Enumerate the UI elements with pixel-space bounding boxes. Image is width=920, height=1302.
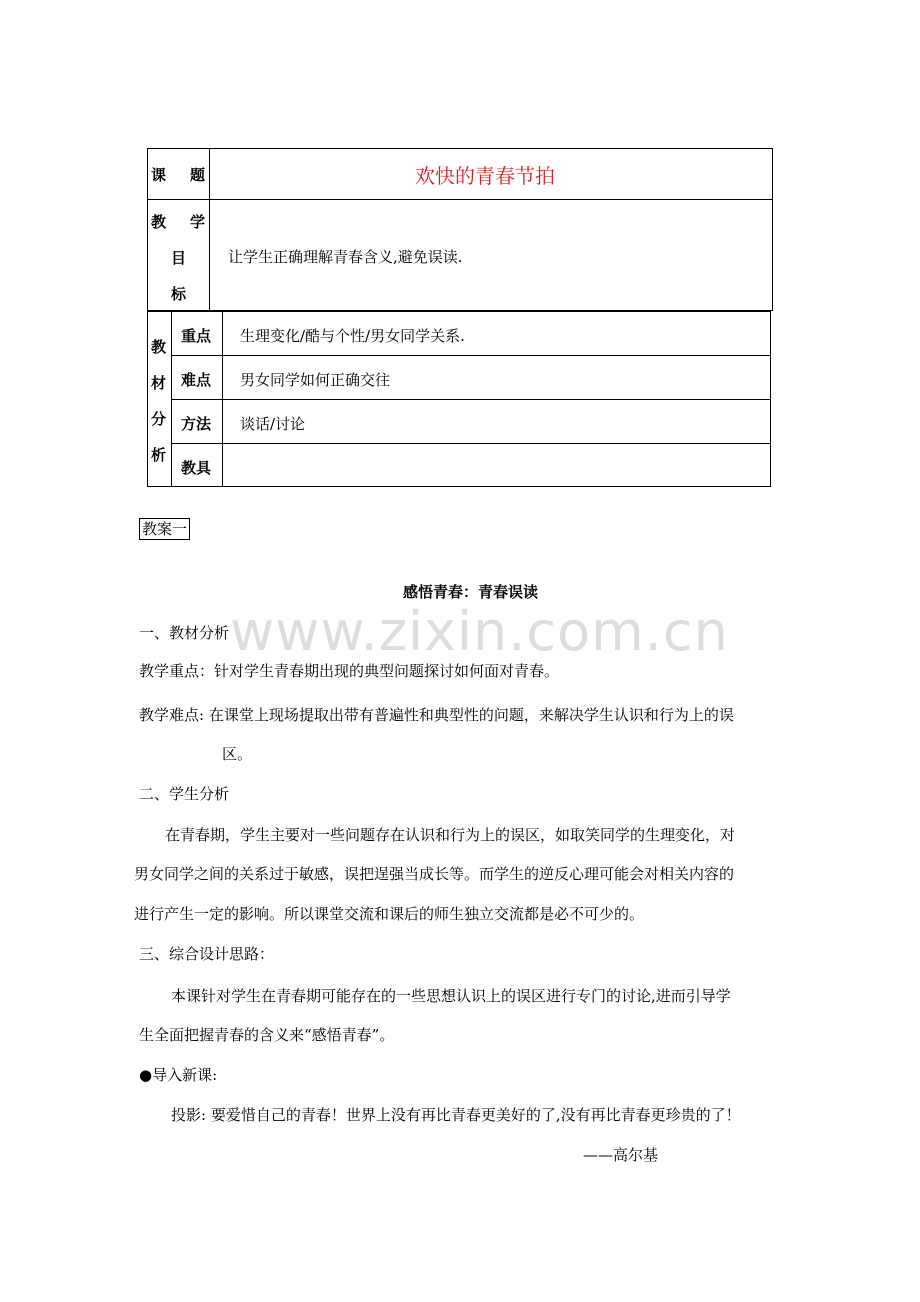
projection-quote: 投影: 要爱惜自己的青春！世界上没有再比青春更美好的了,没有再比青春更珍贵的了！ (171, 1106, 741, 1124)
row4-label: 教具 (181, 459, 212, 477)
quote-author: ——高尔基 (583, 1146, 659, 1164)
teaching-difficulty-line1: 教学难点: 在课堂上现场提取出带有普遍性和典型性的问题，来解决学生认识和行为上的误 (139, 706, 734, 724)
student-analysis-line2: 男女同学之间的关系过于敏感，误把逞强当成长等。而学生的逆反心理可能会对相关内容的 (134, 865, 735, 883)
goal-label-2: 学 (190, 213, 206, 231)
analysis-label-3: 分 (151, 410, 167, 428)
analysis-label-4: 析 (151, 446, 167, 464)
watermark: www.zixin.com.cn (230, 600, 729, 663)
lesson-topic-title: 欢快的青春节拍 (415, 164, 555, 188)
goal-label-4: 标 (171, 285, 187, 303)
row2-label: 难点 (181, 371, 212, 389)
teaching-difficulty-line2: 区。 (222, 745, 253, 763)
section3-heading: 三、综合设计思路： (139, 945, 275, 963)
student-analysis-line1: 在青春期，学生主要对一些问题存在认识和行为上的误区，如取笑同学的生理变化，对 (165, 826, 736, 844)
topic-label-b: 题 (190, 166, 206, 184)
analysis-label-1: 教 (151, 338, 167, 356)
goal-label-3: 目 (171, 249, 187, 267)
teaching-focus: 教学重点：针对学生青春期出现的典型问题探讨如何面对青春。 (139, 662, 560, 680)
student-analysis-line3: 进行产生一定的影响。所以课堂交流和课后的师生独立交流都是必不可少的。 (134, 905, 645, 923)
design-line2: 生全面把握青春的含义来“感悟青春”。 (139, 1026, 395, 1044)
section1-heading: 一、教材分析 (139, 624, 230, 642)
row4-value-cell (222, 443, 771, 487)
row1-label: 重点 (181, 327, 212, 345)
row3-value: 谈话/讨论 (240, 415, 306, 433)
section2-heading: 二、学生分析 (139, 785, 230, 803)
analysis-label-2: 材 (151, 374, 167, 392)
row3-label: 方法 (181, 415, 212, 433)
teaching-goal-text: 让学生正确理解青春含义,避免误读. (228, 248, 463, 266)
plan-tag: 教案一 (139, 518, 190, 540)
design-line1: 本课针对学生在青春期可能存在的一些思想认识上的误区进行专门的讨论,进而引导学 (171, 987, 731, 1005)
topic-label-a: 课 (151, 166, 167, 184)
goal-label-1: 教 (151, 213, 167, 231)
row2-value: 男女同学如何正确交往 (240, 371, 391, 389)
row1-value: 生理变化/酷与个性/男女同学关系. (240, 327, 465, 345)
intro-bullet: ●导入新课: (139, 1066, 218, 1084)
lesson-title: 感悟青春：青春误读 (403, 583, 539, 601)
